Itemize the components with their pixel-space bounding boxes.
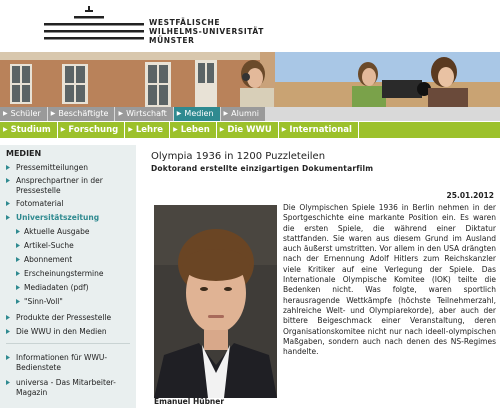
article-body: Die Olympischen Spiele 1936 in Berlin nehmen in der Sportgeschichte eine markante Position ein. Es waren die ersten Spiele, die während einer Diktatur stattfanden. Sie waren aus diesem Grund im Ausland auch äußerst umstritten. Vor allem in den USA drängten nach der Ernennung Adolf Hitlers zum Reichskanzler viele Kritiker auf eine Verlegung der Spiele. Das Internationale Olympische Komitee (IOK) teilte die Bedenken nicht. Was folgte, waren sportlich herausragende Wettkämpfe (höchste Teilnehmerzahl, zahlreiche Welt- und Olympiarekorde), aber auch der bittere Beigeschmack einer Veranstaltung, deren Organisationskomitee nicht nur nach ideell-olympischen Maßgaben, sondern auch nach denen des NS-Regimes handelte.: [283, 203, 496, 357]
sidebar-item-label: Abonnement: [24, 255, 73, 264]
sidebar: [0, 145, 136, 408]
sidebar-subitem-sinn-voll[interactable]: [6, 297, 63, 307]
header-banner-image: [0, 52, 500, 107]
bullet-arrow-icon: [6, 329, 10, 334]
arrow-right-icon: ▶: [219, 126, 225, 133]
sidebar-item-ansprechpartner[interactable]: [6, 176, 116, 195]
article-headline: Olympia 1936 in 1200 Puzzleteilen: [151, 151, 326, 162]
sidebar-item-label: Mediadaten (pdf): [24, 283, 89, 292]
bullet-arrow-icon: [16, 243, 20, 248]
nav-alumni[interactable]: [221, 107, 265, 121]
sidebar-subitem-erscheinungstermine[interactable]: [6, 269, 104, 279]
sidebar-item-label: Ansprechpartner in der Pressestelle: [16, 176, 103, 195]
nav-label: Schüler: [10, 109, 41, 118]
sidebar-item-fotomaterial[interactable]: [6, 199, 63, 209]
university-logo[interactable]: [44, 6, 144, 46]
bullet-arrow-icon: [6, 355, 10, 360]
bullet-arrow-icon: [16, 299, 20, 304]
sidebar-item-label: universa - Das Mitarbeiter-Magazin: [16, 378, 116, 397]
nav-label: Wirtschaft: [126, 109, 167, 118]
sidebar-title: MEDIEN: [6, 149, 42, 158]
bullet-arrow-icon: [16, 257, 20, 262]
nav-label: Medien: [184, 109, 214, 118]
audience-navigation: [0, 107, 500, 121]
header: [0, 0, 500, 52]
sidebar-subitem-aktuelle-ausgabe[interactable]: [6, 227, 89, 237]
nav-schueler[interactable]: [0, 107, 47, 121]
bullet-arrow-icon: [6, 201, 10, 206]
sidebar-item-universitaetszeitung[interactable]: [6, 213, 99, 223]
sidebar-divider: [6, 343, 130, 344]
nav-international[interactable]: [279, 122, 359, 138]
nav-label: Die WWU: [227, 125, 272, 135]
sidebar-item-label: Universitätszeitung: [16, 213, 100, 222]
nav-label: Lehre: [135, 125, 164, 135]
nav-wirtschaft[interactable]: [115, 107, 172, 121]
sidebar-item-label: Produkte der Pressestelle: [16, 313, 112, 322]
bullet-arrow-icon: [6, 178, 10, 183]
sidebar-item-label: Artikel-Suche: [24, 241, 74, 250]
logo-line-3: MÜNSTER: [149, 36, 195, 45]
arrow-right-icon: ▶: [3, 110, 8, 117]
bullet-arrow-icon: [16, 285, 20, 290]
bullet-arrow-icon: [6, 380, 10, 385]
nav-label: Alumni: [231, 109, 260, 118]
arrow-right-icon: ▶: [176, 110, 182, 117]
arrow-right-icon: ▶: [223, 110, 229, 117]
bullet-arrow-icon: [6, 315, 10, 320]
nav-beschaeftigte[interactable]: [48, 107, 115, 121]
arrow-right-icon: ▶: [3, 126, 8, 133]
main-navigation: [0, 122, 500, 138]
sidebar-item-label: Aktuelle Ausgabe: [24, 227, 90, 236]
sidebar-subitem-mediadaten[interactable]: [6, 283, 89, 293]
sidebar-item-informationen-bedienstete[interactable]: [6, 353, 116, 372]
sidebar-subitem-abonnement[interactable]: [6, 255, 72, 265]
sidebar-item-label: Pressemitteilungen: [16, 163, 89, 172]
bullet-arrow-icon: [16, 271, 20, 276]
arrow-right-icon: ▶: [60, 126, 66, 133]
bullet-arrow-icon: [6, 215, 10, 220]
nav-leben[interactable]: [170, 122, 217, 138]
sidebar-item-wwu-in-den-medien[interactable]: [6, 327, 107, 337]
arrow-right-icon: ▶: [128, 126, 133, 133]
sidebar-subitem-artikel-suche[interactable]: [6, 241, 74, 251]
article: [147, 145, 500, 408]
sidebar-item-pressemitteilungen[interactable]: [6, 163, 88, 173]
arrow-right-icon: ▶: [173, 126, 178, 133]
nav-lehre[interactable]: [125, 122, 170, 138]
nav-forschung[interactable]: [58, 122, 125, 138]
nav-label: Leben: [180, 125, 210, 135]
sidebar-item-label: Informationen für WWU-Bedienstete: [16, 353, 108, 372]
nav-studium[interactable]: [0, 122, 58, 138]
sidebar-item-label: Erscheinungstermine: [24, 269, 104, 278]
nav-label: International: [289, 125, 352, 135]
article-photo: [154, 205, 277, 398]
sidebar-item-produkte[interactable]: [6, 313, 111, 323]
arrow-right-icon: ▶: [118, 110, 124, 117]
sidebar-item-label: Fotomaterial: [16, 199, 64, 208]
logo-wordmark[interactable]: [149, 18, 264, 45]
article-subheadline: Doktorand erstellte einzigartigen Dokumentarfilm: [151, 164, 374, 173]
nav-label: Forschung: [68, 125, 119, 135]
logo-line-1: WESTFÄLISCHE: [149, 18, 221, 27]
bullet-arrow-icon: [6, 165, 10, 170]
logo-line-2: WILHELMS-UNIVERSITÄT: [149, 27, 264, 36]
photo-caption: Emanuel Hübner: [154, 397, 225, 406]
sidebar-item-universa[interactable]: [6, 378, 128, 397]
arrow-right-icon: ▶: [281, 126, 287, 133]
sidebar-item-label: "Sinn-Voll": [24, 297, 63, 306]
bullet-arrow-icon: [16, 229, 20, 234]
nav-die-wwu[interactable]: [217, 122, 279, 138]
arrow-right-icon: ▶: [50, 110, 56, 117]
sidebar-item-label: Die WWU in den Medien: [16, 327, 107, 336]
nav-label: Studium: [10, 125, 51, 135]
nav-medien[interactable]: [174, 107, 220, 121]
nav-label: Beschäftigte: [58, 109, 109, 118]
article-date: 25.01.2012: [446, 191, 494, 200]
